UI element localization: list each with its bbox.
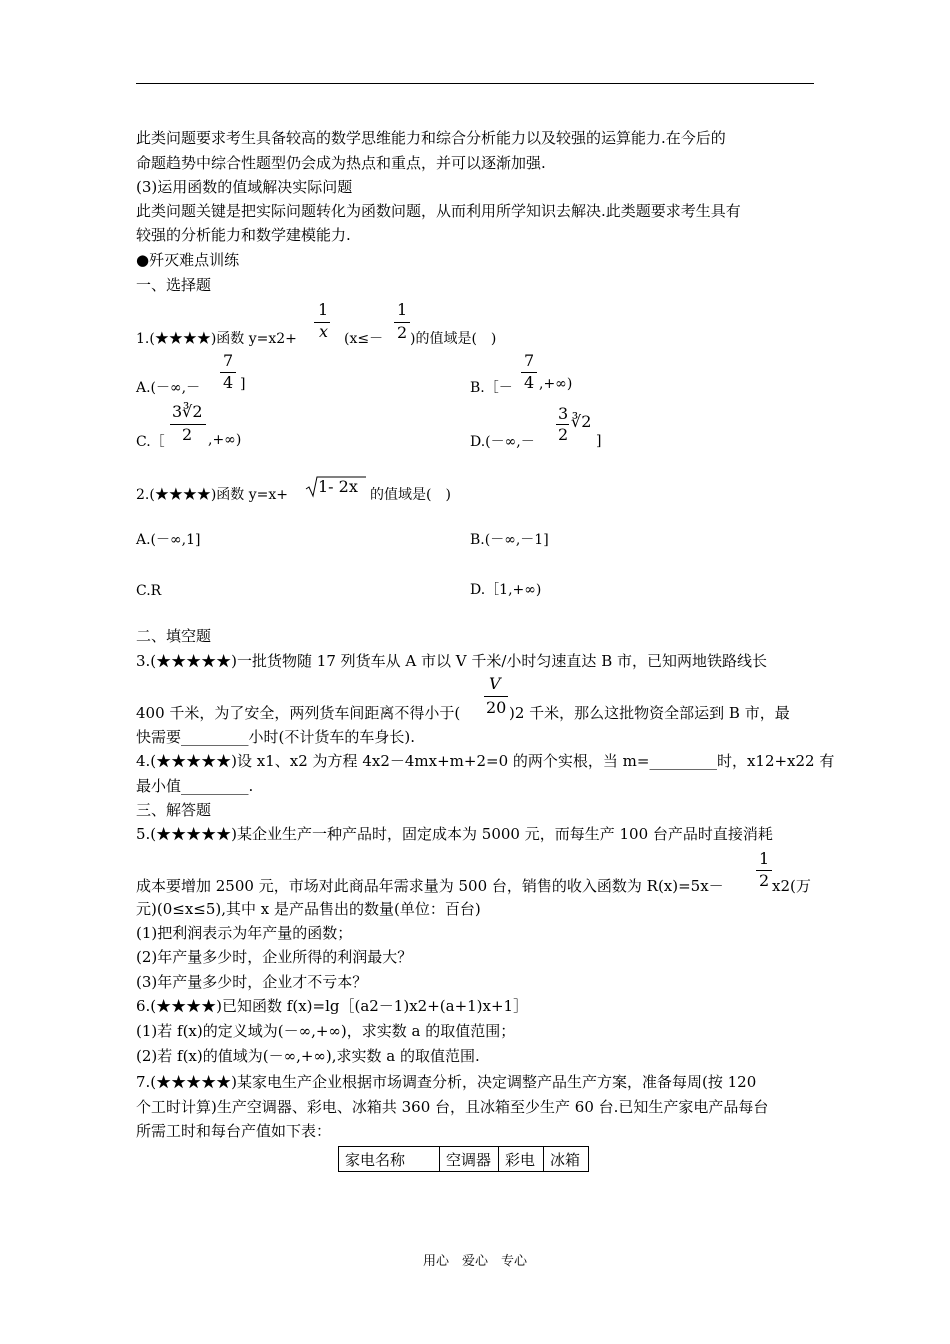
q7-line-2: 个工时计算)生产空调器、彩电、冰箱共 360 台，且冰箱至少生产 60 台.已知生产家电产品每台 xyxy=(136,1098,769,1116)
q4-line-2: 最小值_________. xyxy=(136,777,254,795)
section-3-title: 三、解答题 xyxy=(136,801,212,819)
q1-option-a-prefix: A.(－∞,－ xyxy=(136,380,201,396)
intro-line-1: 此类问题要求考生具备较高的数学思维能力和综合分析能力以及较强的运算能力.在今后的 xyxy=(136,129,726,147)
table-header-cell: 家电名称 xyxy=(339,1147,440,1172)
intro-line-3: (3)运用函数的值域解决实际问题 xyxy=(136,178,353,196)
q1-frac2-numerator: 1 xyxy=(397,300,408,319)
section-1-title: 一、选择题 xyxy=(136,276,212,294)
q3-line-3: 快需要_________小时(不计货车的车身长). xyxy=(136,728,415,746)
q1-option-d-numerator: 3 xyxy=(558,404,569,423)
q6-line-1: 6.(★★★★)已知函数 f(x)=lg［(a2－1)x2+(a+1)x+1］ xyxy=(136,997,529,1015)
q5-part-1: (1)把利润表示为年产量的函数； xyxy=(136,924,353,942)
page-footer: 用心 爱心 专心 xyxy=(422,1254,527,1269)
q2-radicand: 1- 2x xyxy=(318,477,358,496)
q3-frac-numerator: V xyxy=(489,674,501,693)
q1-option-d-prefix: D.(－∞,－ xyxy=(470,434,535,450)
q7-line-1: 7.(★★★★★)某家电生产企业根据市场调查分析，决定调整产品生产方案，准备每周(按 120 xyxy=(136,1073,757,1091)
intro-line-2: 命题趋势中综合性题型仍会成为热点和重点，并可以逐渐加强. xyxy=(136,154,546,172)
q7-line-3: 所需工时和每台产值如下表： xyxy=(136,1122,332,1140)
q5-part-3: (3)年产量多少时，企业才不亏本？ xyxy=(136,973,368,991)
q2-option-b: B.(－∞,－1] xyxy=(470,532,549,548)
q1-option-b-prefix: B.［－ xyxy=(470,380,513,396)
intro-line-5: 较强的分析能力和数学建模能力. xyxy=(136,226,351,244)
q2-prefix: 2.(★★★★)函数 y=x+ xyxy=(136,487,288,503)
q1-frac1-denominator: x xyxy=(319,322,329,341)
q1-option-c-prefix: C.［ xyxy=(136,434,165,450)
table-header-cell: 彩电 xyxy=(499,1147,544,1172)
table-header-cell: 空调器 xyxy=(440,1147,499,1172)
q1-option-a-numerator: 7 xyxy=(223,351,234,370)
q2-suffix: 的值域是( ) xyxy=(370,487,451,503)
q6-part-2: (2)若 f(x)的值域为(－∞,+∞),求实数 a 的取值范围. xyxy=(136,1047,480,1065)
q1-suffix: )的值域是( ) xyxy=(410,331,497,347)
q2-option-a: A.(－∞,1] xyxy=(136,532,201,548)
q1-option-c-suffix: ,+∞) xyxy=(208,432,242,448)
q3-frac-denominator: 20 xyxy=(486,698,507,717)
q5-line-1: 5.(★★★★★)某企业生产一种产品时，固定成本为 5000 元，而每生产 100 台产品时直接消耗 xyxy=(136,825,773,843)
q1-option-b-suffix: ,+∞) xyxy=(539,376,573,392)
q4-line-1: 4.(★★★★★)设 x1、x2 为方程 4x2－4mx+m+2=0 的两个实根，当 m=_________时，x12+x22 有 xyxy=(136,752,835,770)
table-row xyxy=(339,1147,589,1172)
q5-part-2: (2)年产量多少时，企业所得的利润最大？ xyxy=(136,948,413,966)
q2-option-c: C.R xyxy=(136,583,162,599)
q3-frac-bar xyxy=(484,696,508,697)
q1-option-d-root: ∛2 xyxy=(571,412,592,431)
q3-line-2b: )2 千米，那么这批物资全部运到 B 市，最 xyxy=(509,704,790,722)
q1-option-b-numerator: 7 xyxy=(524,351,535,370)
table-header-cell: 冰箱 xyxy=(544,1147,589,1172)
q3-line-2a: 400 千米，为了安全，两列货车间距离不得小于( xyxy=(136,704,461,722)
appliance-table xyxy=(338,1146,589,1172)
q1-option-d-suffix: ] xyxy=(596,433,602,449)
q1-option-c-denominator: 2 xyxy=(182,425,193,444)
training-heading: ●歼灭难点训练 xyxy=(136,251,240,269)
q1-option-c-numerator: 3∛2 xyxy=(172,402,203,421)
header-rule xyxy=(136,83,814,84)
q5-frac-denominator: 2 xyxy=(759,871,770,890)
q6-part-1: (1)若 f(x)的定义域为(－∞,+∞)，求实数 a 的取值范围； xyxy=(136,1022,516,1040)
intro-line-4: 此类问题关键是把实际问题转化为函数问题，从而利用所学知识去解决.此类题要求考生具有 xyxy=(136,202,741,220)
q1-frac1-numerator: 1 xyxy=(318,300,329,319)
q1-prefix: 1.(★★★★)函数 y=x2+ xyxy=(136,331,297,347)
q1-option-a-suffix: ] xyxy=(240,376,246,392)
q5-line-2a: 成本要增加 2500 元，市场对此商品年需求量为 500 台，销售的收入函数为 R(x)=5x－ xyxy=(136,877,724,895)
q1-option-d-denominator: 2 xyxy=(558,425,569,444)
section-2-title: 二、填空题 xyxy=(136,627,212,645)
q1-option-a-denominator: 4 xyxy=(223,373,234,392)
q1-frac2-denominator: 2 xyxy=(397,323,408,342)
q1-option-b-denominator: 4 xyxy=(524,373,535,392)
q5-frac-numerator: 1 xyxy=(759,849,770,868)
q5-line-2b: x2(万 xyxy=(772,877,811,895)
q3-line-1: 3.(★★★★★)一批货物随 17 列货车从 A 市以 V 千米/小时匀速直达 B 市，已知两地铁路线长 xyxy=(136,652,767,670)
q1-mid: (x≤－ xyxy=(344,331,384,347)
q5-line-3: 元)(0≤x≤5),其中 x 是产品售出的数量(单位：百台) xyxy=(136,900,481,918)
q2-option-d: D.［1,+∞) xyxy=(470,582,542,598)
